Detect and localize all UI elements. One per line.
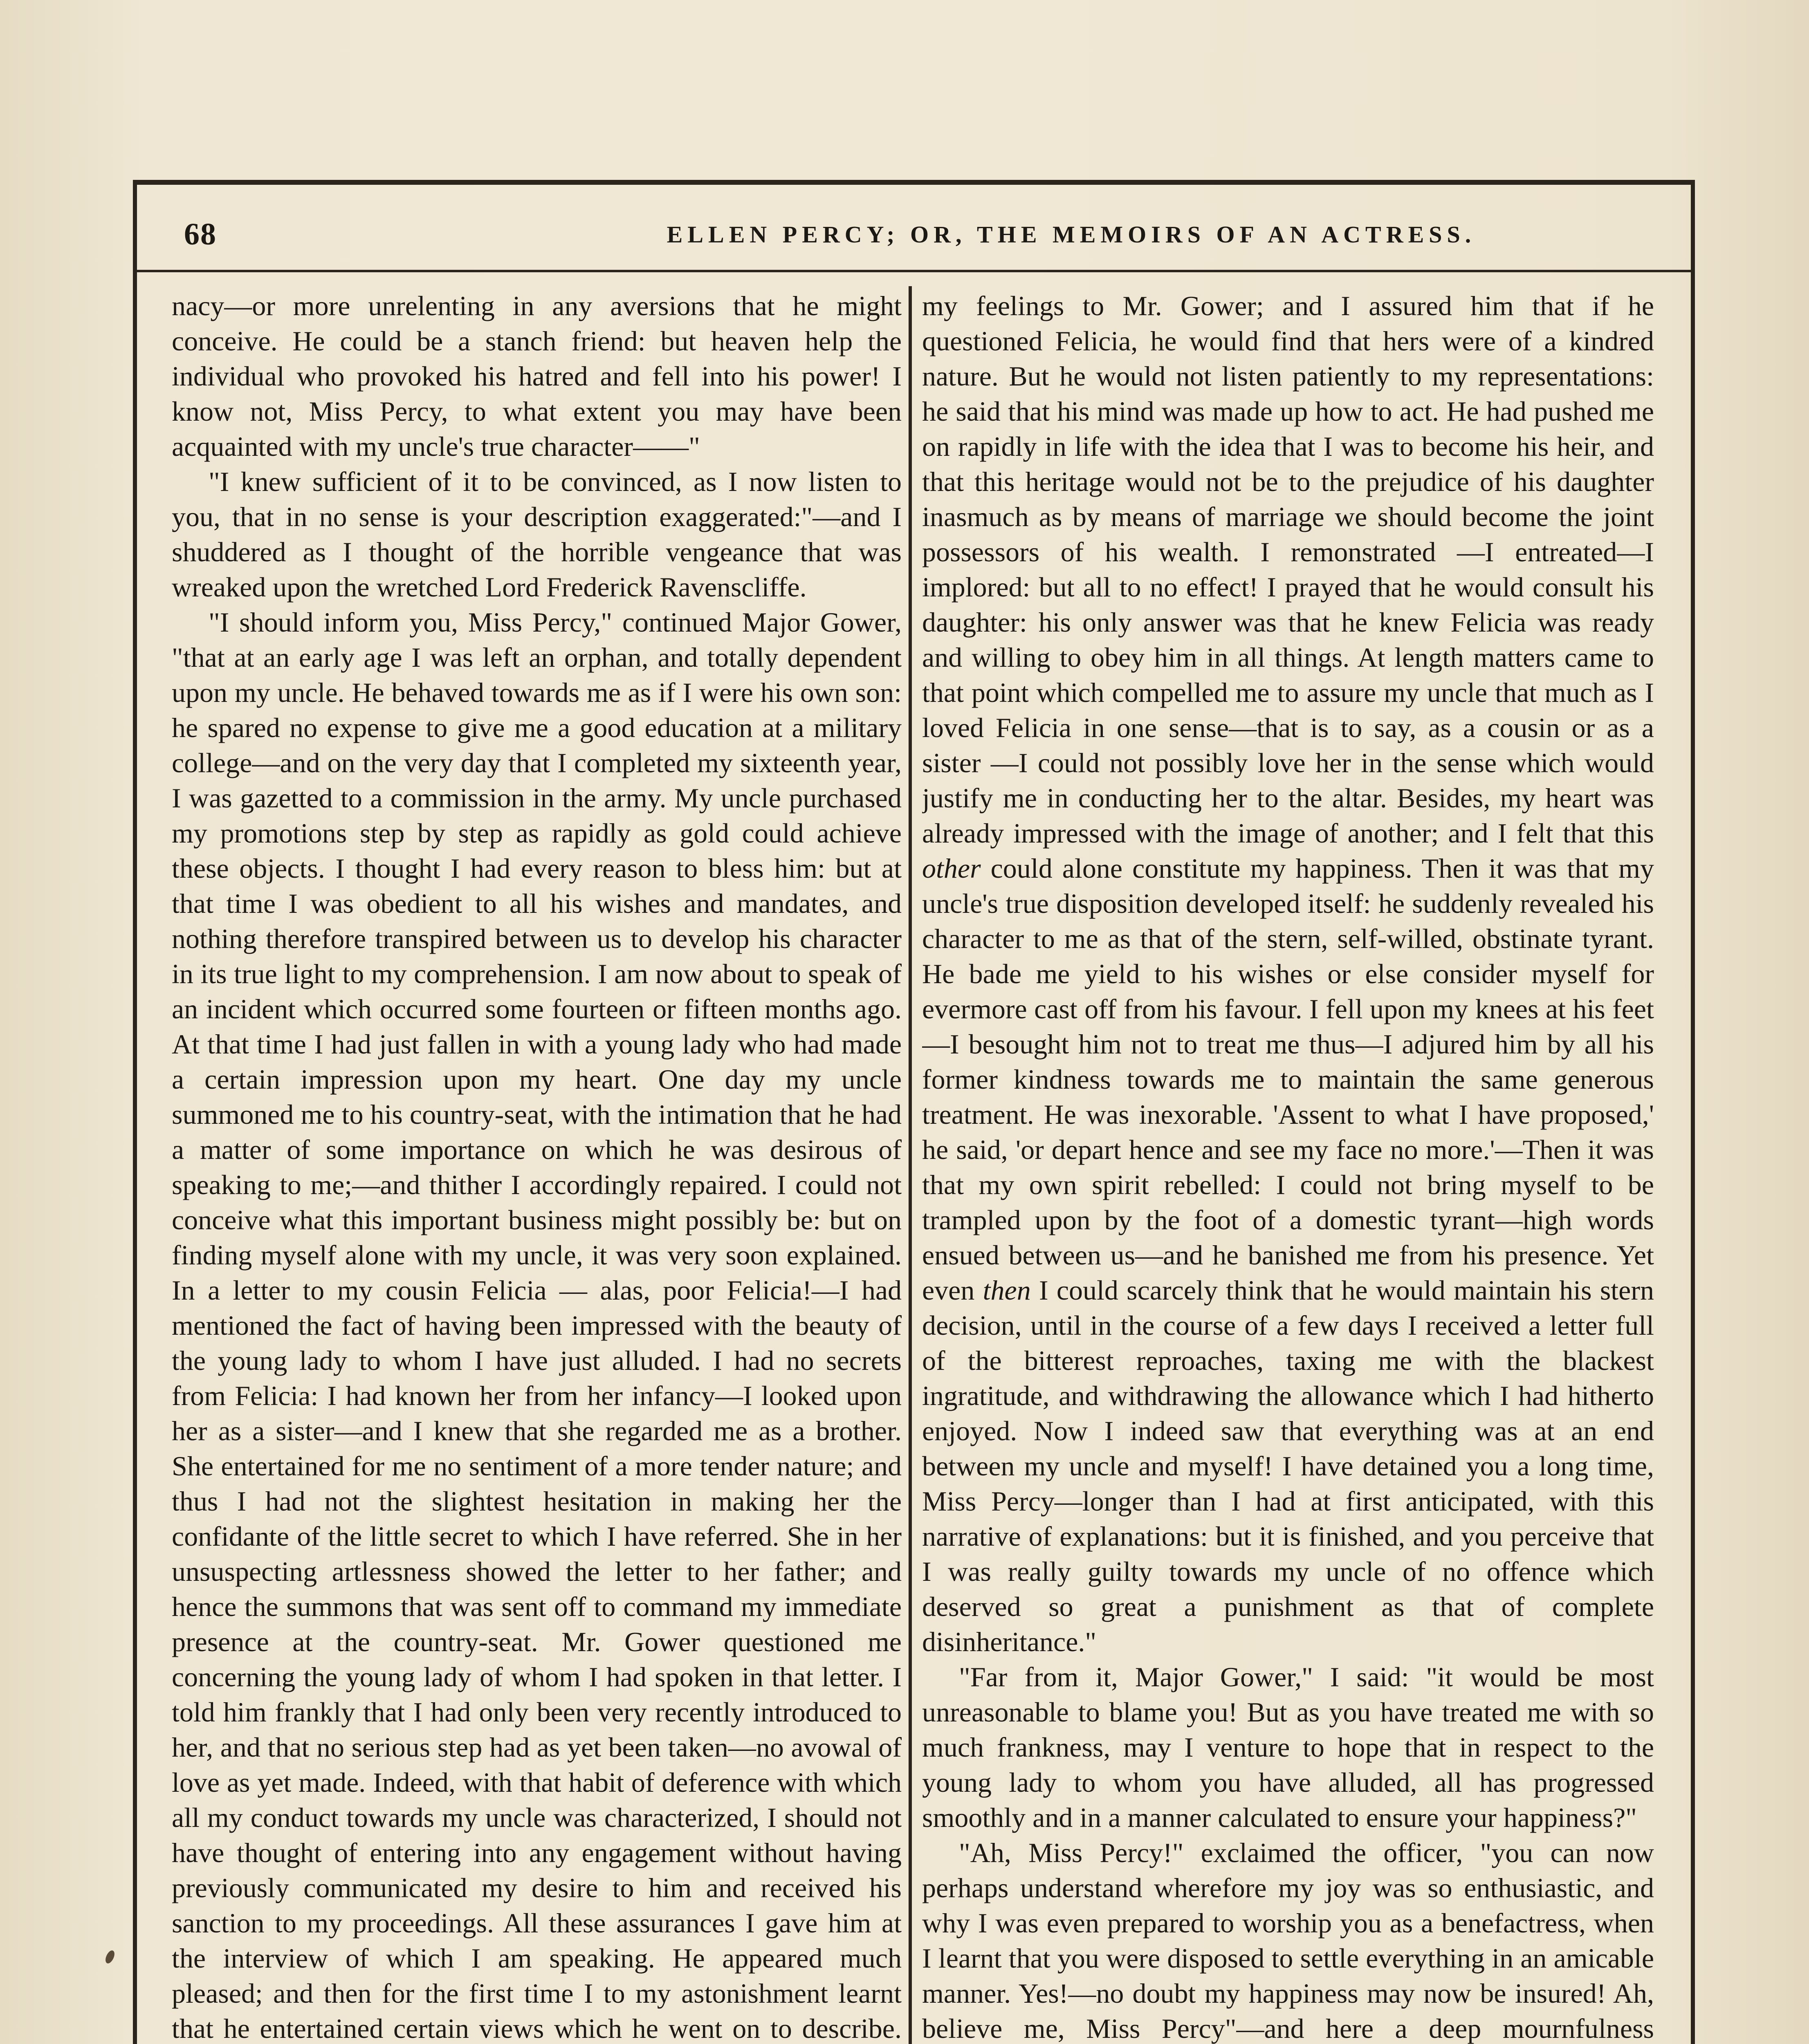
paragraph: "Ah, Miss Percy!" exclaimed the officer, "you can now perhaps understand wherefore my joy was so enthusiastic, and why I was even prepared to worship you as a benefactress, when I learnt that you were disposed to settle everything in an amicable manner. Yes!—no doubt my happiness may now be insured! Ah, believe me, Miss Percy"—and here a deep mournfulness [922,1837,1654,2044]
page-header [139,217,1677,262]
text-column-right [922,288,1654,2044]
ink-spot [104,1949,117,1965]
header-rule [133,270,1695,272]
text-run: I could scarcely think that he would maintain his stern decision, until in the course of a few days I received a letter full of the bitterest reproaches, taxing me with the blackest ingratitude, and withdrawing the allowance which I had hitherto enjoyed. Now I indeed saw that everything was at an end between my uncle and myself! I have detained you a long time, Miss Percy—longer than I had at first anticipated, with this narrative of explanations: but it is finished, and you perceive that I was really guilty towards my uncle of no offence which deserved so great a punishment as that of complete disinheritance." [922,1275,1654,1657]
paragraph [922,288,1654,1659]
text-run: could alone constitute my happiness. Then it was that my uncle's true disposition developed itself: he suddenly revealed his character to me as that of the stern, self-willed, obstinate tyrant. He bade me yield to his wishes or else consider myself for evermore cast off from his favour. I fell upon my knees at his feet—I besought him not to treat me thus—I adjured him by all his former kindness towards me to maintain the same generous treatment. He was inexorable. 'Assent to what I have proposed,' he said, 'or depart hence and see my face no more.'—Then it was that my own spirit rebelled: I could not bring myself to be trampled upon by the foot of a domestic tyrant—high words ensued between us—and he banished me from his presence. Yet even [922,853,1654,1306]
italic-word: other [922,853,981,884]
paragraph: "I knew sufficient of it to be convinced, as I now listen to you, that in no sense is your description exaggerated:"—and I shuddered as I thought of the horrible vengeance that was wreaked upon the wretched Lord Frederick Ravenscliffe. [172,466,902,603]
text-run: my feelings to Mr. Gower; and I assured him that if he questioned Felicia, he would find that hers were of a kindred nature. But he would not listen patiently to my representations: he said that his mind was made up how to act. He had pushed me on rapidly in life with the idea that I was to become his heir, and that this heritage would not be to the prejudice of his daughter inasmuch as by means of marriage we should become the joint possessors of his wealth. I remonstrated —I entreated—I implored: but all to no effect! I prayed that he would consult his daughter: his only answer was that he knew Felicia was ready and willing to obey him in all things. At length matters came to that point which compelled me to assure my uncle that much as I loved Felicia in one sense—that is to say, as a cousin or as a sister —I could not possibly love her in the sense which would justify me in conducting her to the altar. Besides, my heart was already impressed with the image of another; and I felt that this [922,290,1654,849]
page-number: 68 [184,217,217,251]
paragraph: nacy—or more unrelenting in any aversions that he might conceive. He could be a stanch friend: but heaven help the individual who provoked his hatred and fell into his power! I know not, Miss Percy, to what extent you may have been acquainted with my uncle's true character——" [172,290,902,462]
italic-word: then [983,1275,1031,1306]
top-rule [133,180,1695,185]
paragraph: "I should inform you, Miss Percy," continued Major Gower, "that at an early age I was left an orphan, and totally dependent upon my uncle. He behaved towards me as if I were his own son: he spared no expense to give me a good education at a military college—and on the very day that I completed my sixteenth year, I was gazetted to a commission in the army. My uncle purchased my promotions step by step as rapidly as gold could achieve these objects. I thought I had every reason to bless him: but at that time I was obedient to all his wishes and mandates, and nothing therefore transpired between us to develop his character in its true light to my comprehension. I am now about to speak of an incident which occurred some fourteen or fifteen months ago. At that time I had just fallen in with a young lady who had made a certain impression upon my heart. One day my uncle summoned me to his country-seat, with the intimation that he had a matter of some importance on which he was desirous of speaking to me;—and thither I accordingly repaired. I could not conceive what this important business might possibly be: but on finding myself alone with my uncle, it was very soon explained. In a letter to my cousin Felicia — alas, poor Felicia!—I had mentioned the fact of having been impressed with the beauty of the young lady to whom I have just alluded. I had no secrets from Felicia: I had known her from her infancy—I looked upon her as a sister—and I knew that she regarded me as a brother. She entertained for me no sentiment of a more tender nature; and thus I had not the slightest hesitation in making her the confidante of the little secret to which I have referred. She in her unsuspecting artlessness showed the letter to her father; and hence the summons that was sent off to command my immediate presence at the country-seat. Mr. Gower questioned me concerning the young lady of whom I had spoken in that letter. I told him frankly that I had only been very recently introduced to her, and that no serious step had as yet been taken—no avowal of love as yet made. Indeed, with that habit of deference with which all my conduct towards my uncle was characterized, I should not have thought of entering into any engagement without having previously communicated my desire to him and received his sanction to my proceedings. All these assurances I gave him at the interview of which I am speaking. He appeared much pleased; and then for the first time I to my astonishment learnt that he entertained certain views which he went on to describe. [172,607,902,2044]
running-head: ELLEN PERCY; OR, THE MEMOIRS OF AN ACTRESS. [667,221,1476,248]
text-column-left [172,288,902,2044]
paragraph: "Far from it, Major Gower," I said: "it would be most unreasonable to blame you! But as you have treated me with so much frankness, may I venture to hope that in respect to the young lady to whom you have alluded, all has progressed smoothly and in a manner calculated to ensure your happiness?" [922,1661,1654,1833]
column-divider [909,286,912,2044]
